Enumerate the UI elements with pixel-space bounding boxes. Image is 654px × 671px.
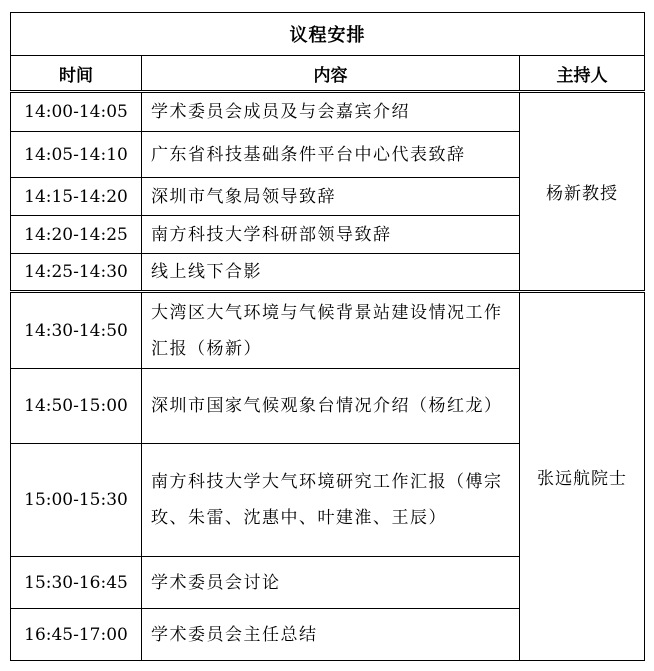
header-time: 时间 bbox=[11, 56, 142, 92]
host-cell: 张远航院士 bbox=[520, 292, 645, 661]
time-cell: 14:20-14:25 bbox=[11, 216, 142, 254]
table-title: 议程安排 bbox=[11, 13, 645, 56]
header-host: 主持人 bbox=[520, 56, 645, 92]
content-cell: 学术委员会成员及与会嘉宾介绍 bbox=[142, 92, 520, 132]
header-content: 内容 bbox=[142, 56, 520, 92]
table-row bbox=[11, 92, 645, 132]
time-cell: 16:45-17:00 bbox=[11, 609, 142, 661]
time-cell: 14:50-15:00 bbox=[11, 369, 142, 444]
content-cell: 深圳市国家气候观象台情况介绍（杨红龙） bbox=[142, 369, 520, 444]
agenda-table bbox=[10, 12, 645, 661]
content-cell: 广东省科技基础条件平台中心代表致辞 bbox=[142, 132, 520, 178]
time-cell: 14:15-14:20 bbox=[11, 178, 142, 216]
content-cell: 南方科技大学科研部领导致辞 bbox=[142, 216, 520, 254]
content-cell: 学术委员会主任总结 bbox=[142, 609, 520, 661]
time-cell: 15:30-16:45 bbox=[11, 557, 142, 609]
time-cell: 14:05-14:10 bbox=[11, 132, 142, 178]
content-cell: 深圳市气象局领导致辞 bbox=[142, 178, 520, 216]
content-cell: 学术委员会讨论 bbox=[142, 557, 520, 609]
content-cell: 线上线下合影 bbox=[142, 254, 520, 292]
time-cell: 14:25-14:30 bbox=[11, 254, 142, 292]
content-cell: 南方科技大学大气环境研究工作汇报（傅宗玫、朱雷、沈惠中、叶建淮、王辰） bbox=[142, 444, 520, 557]
content-cell: 大湾区大气环境与气候背景站建设情况工作汇报（杨新） bbox=[142, 292, 520, 369]
time-cell: 14:00-14:05 bbox=[11, 92, 142, 132]
time-cell: 14:30-14:50 bbox=[11, 292, 142, 369]
host-cell: 杨新教授 bbox=[520, 92, 645, 292]
time-cell: 15:00-15:30 bbox=[11, 444, 142, 557]
table-row bbox=[11, 292, 645, 369]
